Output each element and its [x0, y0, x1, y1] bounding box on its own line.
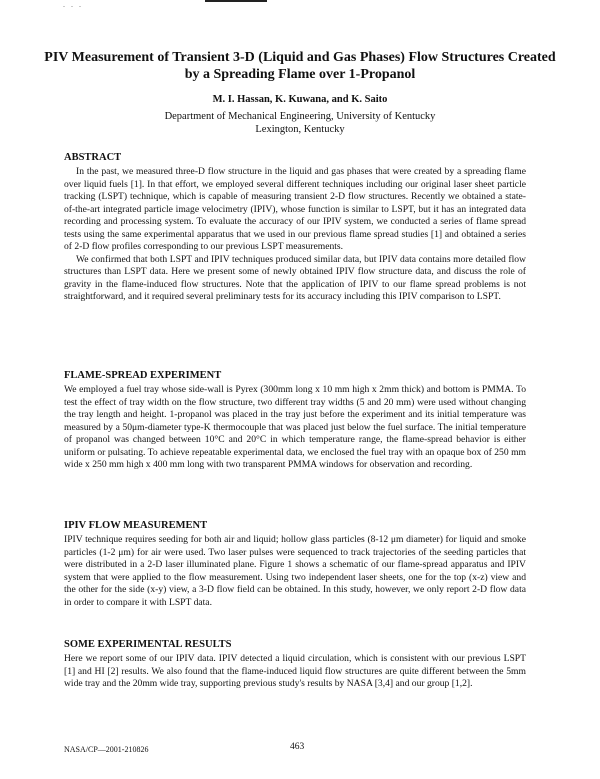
results-heading: SOME EXPERIMENTAL RESULTS	[64, 639, 232, 650]
ipiv-section	[64, 520, 526, 609]
flame-spread-paragraph: We employed a fuel tray whose side-wall is Pyrex (300mm long x 10 mm high x 2mm thick) and bottom is PMMA. To test the effect of tray width on the flow structure, two different tray widths (5 and 20 mm) were used without changing the tray length and height. 1-propanol was placed in the tray just before the experiment and its initial temperature was measured by a 50μm-diameter type-K thermocouple that was placed just below the fuel surface. The initial temperature of propanol was changed between 10°C and 20°C in which temperature range, the flame-spread behavior is either uniform or pulsating. To achieve repeatable experimental data, we enclosed the fuel tray with an opaque box of 250 mm wide x 250 mm high x 400 mm long with two transparent PMMA windows for observation and recording.	[64, 384, 526, 470]
affiliation-location: Lexington, Kentucky	[255, 124, 345, 135]
page-number: 463	[290, 742, 305, 752]
abstract-paragraph-2: We confirmed that both LSPT and IPIV techniques produced similar data, but IPIV data contains more detailed flow structures than LSPT data. Here we present some of newly obtained IPIV flow structure data, and discuss the role of gravity in the flame-induced flow structures. Note that the application of IPIV to our flame spread problems is not straightforward, and it required several preliminary tests for its accuracy including this IPIV comparison to LSPT.	[64, 253, 526, 302]
top-rule	[205, 0, 267, 2]
flame-spread-section	[64, 370, 526, 472]
paper-title: PIV Measurement of Transient 3-D (Liquid and Gas Phases) Flow Structures Created by a Spreading Flame over 1-Propanol	[44, 50, 556, 82]
abstract-paragraph-1: In the past, we measured three-D flow structure in the liquid and gas phases that were created by a spreading flame over liquid fuels [1]. In that effort, we employed several different techniques including our original laser sheet particle tracking (LSPT) technique, which is capable of measuring transient 2-D flow structures. Recently we obtained a state-of-the-art integrated particle image velocimetry (IPIV), whose function is similar to LSPT, but it has an integrated data recording and processing system. To evaluate the accuracy of our IPIV system, we conducted a series of flame spread tests using the same experimental apparatus that we used in our previous flame spread studies [1] and obtained a series of 2-D flow profiles corresponding to our previous LSPT measurements.	[64, 166, 526, 252]
results-paragraph: Here we report some of our IPIV data. IPIV detected a liquid circulation, which is consistent with our previous LSPT [1] and HI [2] results. We also found that the flame-induced liquid flow structures are quite different between the 5mm wide tray and the 20mm wide tray, supporting previous study's results by NASA [3,4] and our group [1,2].	[64, 653, 526, 689]
ipiv-paragraph: IPIV technique requires seeding for both air and liquid; hollow glass particles (8-12 μm diameter) for liquid and smoke particles (1-2 μm) for air were used. Two laser pulses were sequenced to track trajectories of the seeding particles that were distributed in a 2-D laser illuminated plane. Figure 1 shows a schematic of our flame-spread apparatus and IPIV system that were applied to the flow measurement. Using two independent laser sheets, one for the top (x-z) view and the other for the side (x-y) view, a 3-D flow field can be obtained. In this study, however, we only report 2-D flow data in order to compare it with LSPT data.	[64, 534, 526, 608]
report-id: NASA/CP—2001-210826	[64, 745, 149, 754]
ipiv-heading: IPIV FLOW MEASUREMENT	[64, 520, 208, 531]
abstract-heading: ABSTRACT	[64, 152, 122, 163]
affiliation-department: Department of Mechanical Engineering, University of Kentucky	[164, 111, 436, 122]
affiliation	[40, 110, 560, 136]
flame-spread-heading: FLAME-SPREAD EXPERIMENT	[64, 370, 222, 381]
abstract-section	[64, 152, 526, 304]
results-section	[64, 639, 526, 691]
author-list: M. I. Hassan, K. Kuwana, and K. Saito	[212, 94, 388, 105]
scan-marks: . . .	[63, 0, 83, 9]
